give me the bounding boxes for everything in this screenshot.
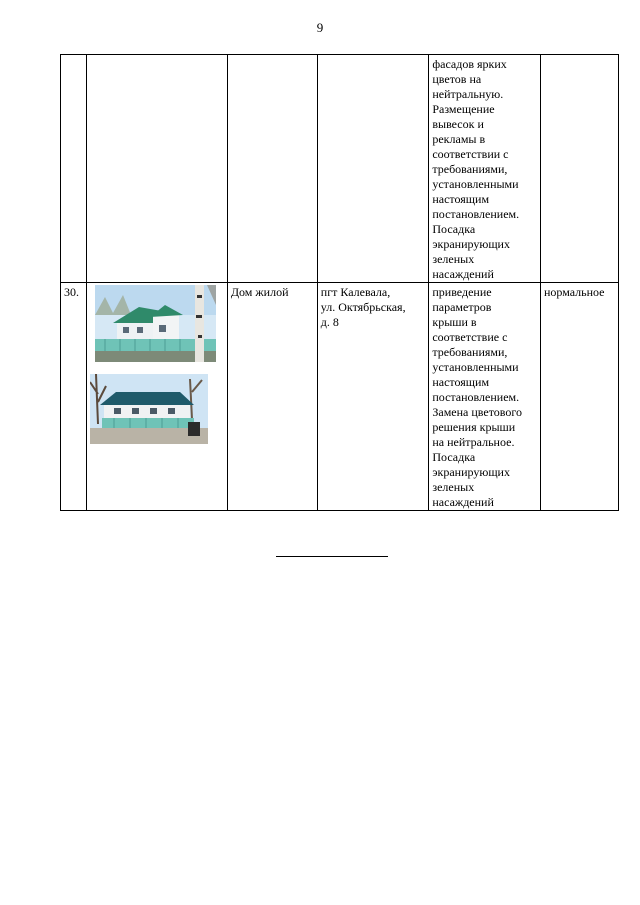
measures-text: фасадов ярких цветов на нейтральную. Размещение вывесок и рекламы в соответствии с требованиями, установленными настоящим постановлением. Посадка экранирующих зеленых насаждений [432, 57, 520, 281]
object-cell [227, 55, 317, 283]
end-rule [276, 556, 388, 557]
table-row [61, 55, 619, 283]
object-cell [227, 283, 317, 511]
measures-cell [429, 55, 541, 283]
address-text: пгт Калевала, ул. Октябрьская, д. 8 [320, 285, 406, 329]
object-type: Дом жилой [230, 285, 289, 299]
photo-cell [87, 283, 228, 511]
building-photo-2 [90, 374, 208, 444]
condition-text: нормальное [543, 285, 605, 299]
photo-cell [87, 55, 228, 283]
table-row [61, 283, 619, 511]
building-photos [90, 285, 224, 507]
condition-cell [540, 283, 618, 511]
measures-cell [429, 283, 541, 511]
address-cell [317, 283, 429, 511]
address-cell [317, 55, 429, 283]
row-number-cell [61, 55, 87, 283]
measures-text: приведение параметров крыши в соответствие с требованиями, установленными настоящим постановлением. Замена цветового решения крыши на нейтральное. Посадка экранирующих зеленых насаждений [432, 285, 523, 509]
page-number: 9 [316, 20, 324, 35]
row-number: 30. [64, 285, 79, 299]
row-number-cell [61, 283, 87, 511]
building-photo-1 [95, 285, 216, 362]
condition-cell [540, 55, 618, 283]
buildings-table [60, 54, 619, 511]
